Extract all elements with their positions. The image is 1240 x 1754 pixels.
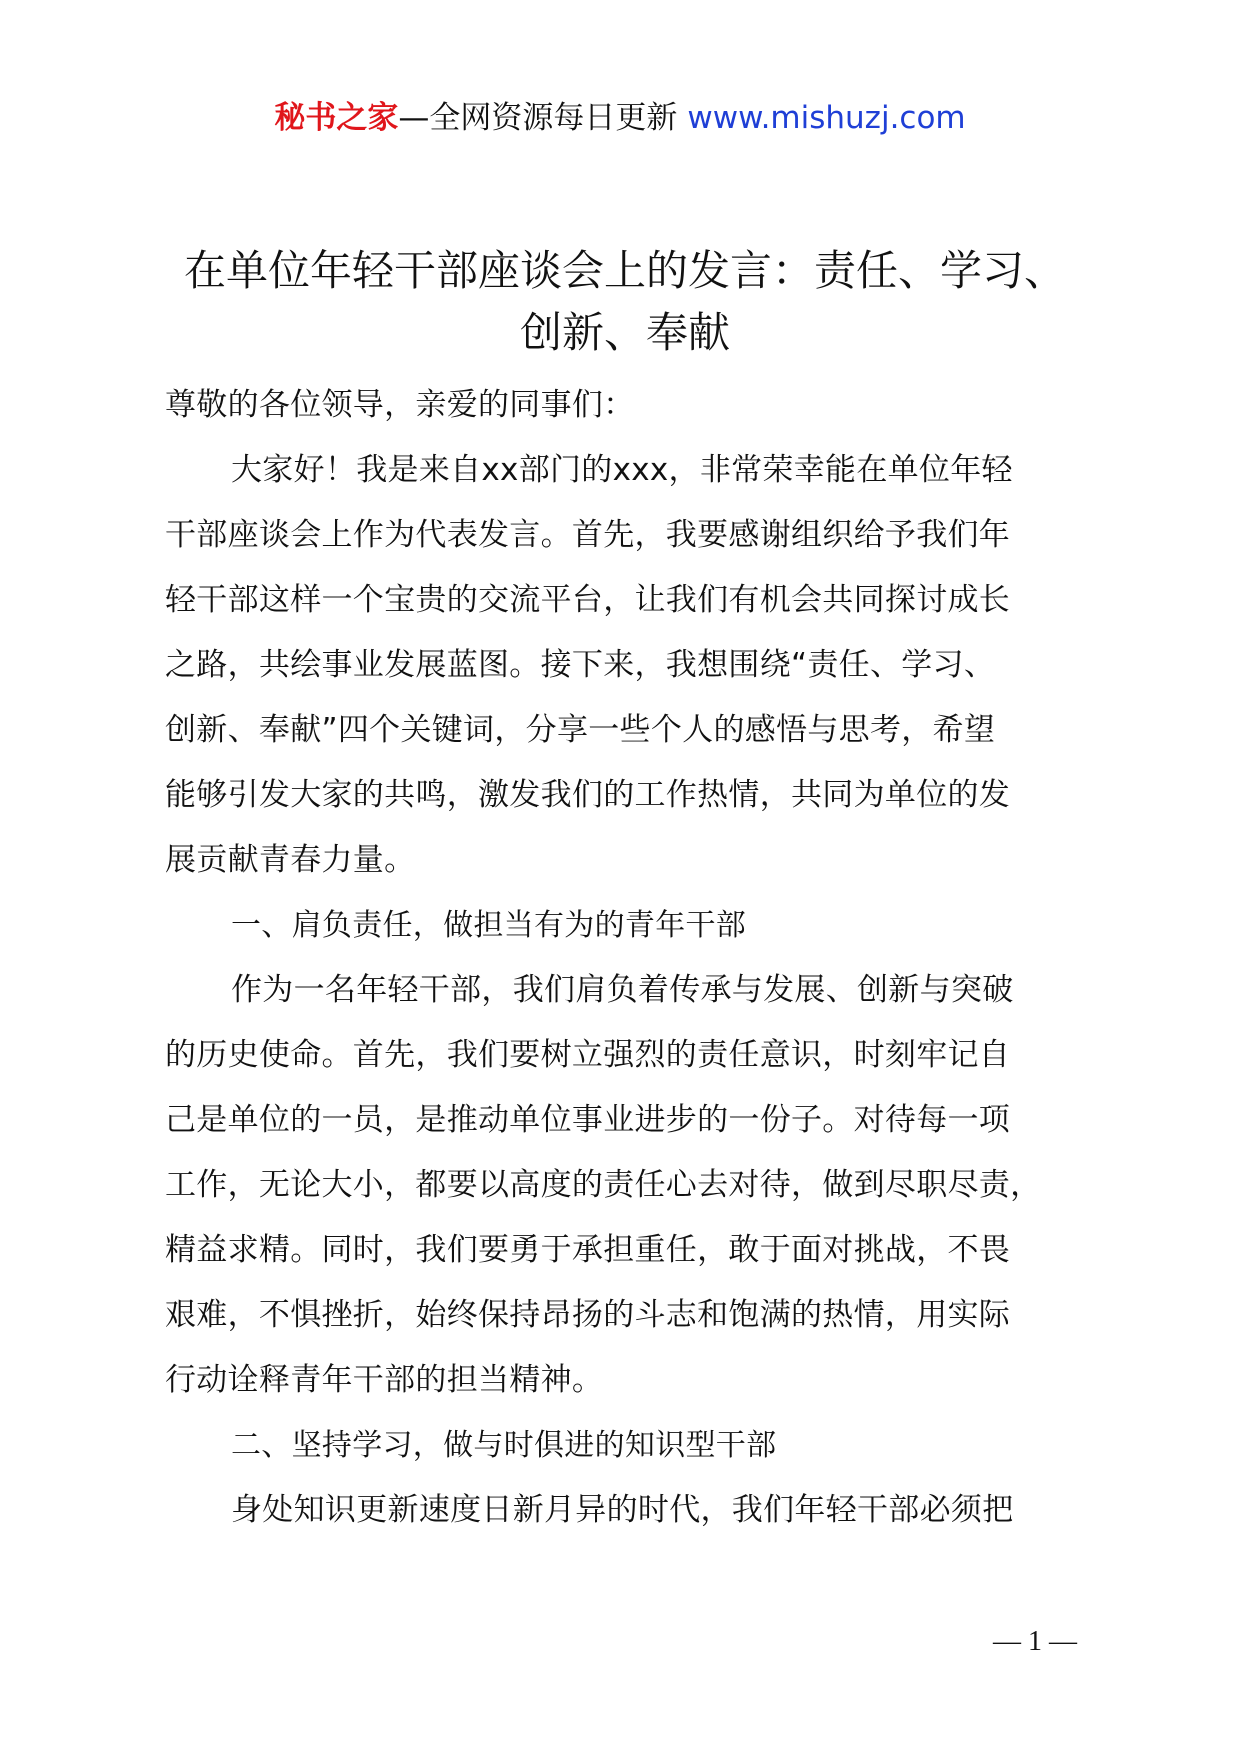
paragraph-line: 艰难，不惧挫折，始终保持昂扬的斗志和饱满的热情，用实际 xyxy=(165,1297,1011,1333)
paragraph-line: 工作，无论大小，都要以高度的责任心去对待，做到尽职尽责， xyxy=(165,1167,1042,1203)
paragraph-line: 轻干部这样一个宝贵的交流平台，让我们有机会共同探讨成长 xyxy=(165,582,1011,618)
paragraph-line: 大家好！我是来自xx部门的xxx，非常荣幸能在单位年轻 xyxy=(231,452,1013,488)
section-heading: 二、坚持学习，做与时俱进的知识型干部 xyxy=(231,1428,777,1463)
paragraph-line: 己是单位的一员，是推动单位事业进步的一份子。对待每一项 xyxy=(165,1102,1011,1138)
document-title xyxy=(140,240,1110,364)
paragraph-line: 创新、奉献”四个关键词，分享一些个人的感悟与思考，希望 xyxy=(165,712,996,748)
paragraph-line: 能够引发大家的共鸣，激发我们的工作热情，共同为单位的发 xyxy=(165,777,1011,813)
section-heading: 一、肩负责任，做担当有为的青年干部 xyxy=(231,908,747,943)
site-brand: 秘书之家 xyxy=(274,100,399,136)
site-url-link[interactable]: www.mishuzj.com xyxy=(687,100,966,136)
paragraph-line: 展贡献青春力量。 xyxy=(165,842,416,878)
site-header xyxy=(0,98,1240,138)
paragraph-line: 精益求精。同时，我们要勇于承担重任，敢于面对挑战，不畏 xyxy=(165,1232,1011,1268)
paragraph-line: 的历史使命。首先，我们要树立强烈的责任意识，时刻牢记自 xyxy=(165,1037,1011,1073)
paragraph-line: 作为一名年轻干部，我们肩负着传承与发展、创新与突破 xyxy=(231,972,1014,1008)
document-body xyxy=(165,373,1125,1543)
paragraph-line: 干部座谈会上作为代表发言。首先，我要感谢组织给予我们年 xyxy=(165,517,1011,553)
paragraph-line: 之路，共绘事业发展蓝图。接下来，我想围绕“责任、学习、 xyxy=(165,647,996,683)
site-slogan: —全网资源每日更新 xyxy=(398,100,678,136)
paragraph-line: 身处知识更新速度日新月异的时代，我们年轻干部必须把 xyxy=(231,1492,1014,1528)
title-line-1: 在单位年轻干部座谈会上的发言：责任、学习、 xyxy=(183,246,1066,295)
paragraph-line: 行动诠释青年干部的担当精神。 xyxy=(165,1362,604,1398)
page-number: — 1 — xyxy=(993,1626,1077,1657)
salutation: 尊敬的各位领导，亲爱的同事们： xyxy=(165,387,635,423)
title-line-2: 创新、奉献 xyxy=(519,308,730,357)
